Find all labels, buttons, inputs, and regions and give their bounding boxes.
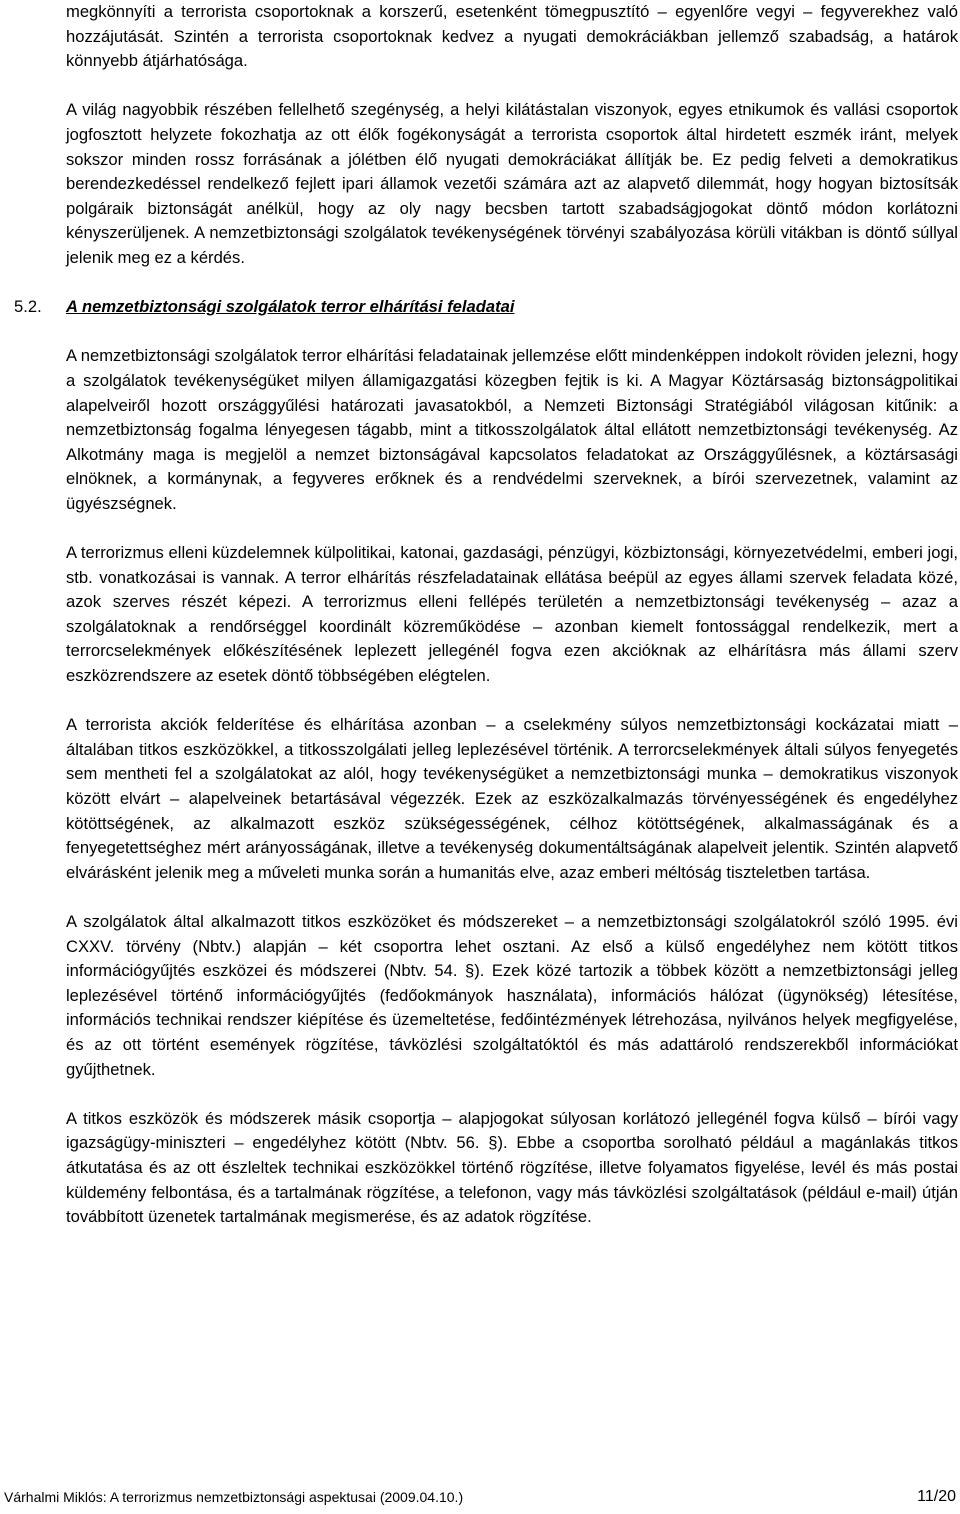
footer-citation: Várhalmi Miklós: A terrorizmus nemzetbiztonsági aspektusai (2009.04.10.) (4, 1489, 464, 1505)
paragraph-4: A terrorista akciók felderítése és elhárítása azonban – a cselekmény súlyos nemzetbiztonsági kockázatai miatt – általában titkos eszközökkel, a titkosszolgálati jelleg leplezésével történik. A terrorcselekmények általi súlyos fenyegetés sem mentheti fel a szolgálatokat az alól, hogy tevékenységüket a nemzetbiztonsági munka – demokratikus viszonyok között elvárt – alapelveinek betartásával végezzék. Ezek az eszközalkalmazás törvényességének és engedélyhez kötöttségének, az alkalmazott eszköz szükségességének, célhoz kötöttségének, alkalmasságának és a fenyegetettséghez mért arányosságának, illetve a tevékenység dokumentáltságának alapelveit jelentik. Szintén alapvető elvárásként jelenik meg a műveleti munka során a humanitás elve, azaz emberi méltóság tiszteletben tartása. (66, 715, 958, 882)
paragraph-gap (66, 1082, 958, 1107)
paragraph-gap (66, 74, 958, 99)
document-page (14, 0, 958, 1230)
paragraph-1: A világ nagyobbik részében fellelhető szegénység, a helyi kilátástalan viszonyok, egyes etnikumok és vallási csoportok jogfosztott helyzete fokozhatja az ott élők fogékonyságát a terrorista csoportok által hirdetett eszmék iránt, melyek sokszor minden rossz forrásának a jólétben élő nyugati demokráciákat állítják be. Ez pedig felveti a demokratikus berendezkedéssel rendelkező fejlett ipari államok vezetői számára azt az alapvető dilemmát, hogy hogyan biztosítsák polgáraik biztonságát anélkül, hogy az oly nagy becsben tartott szabadságjogokat döntő módon korlátozni kényszerüljenek. A nemzetbiztonsági szolgálatok tevékenységének törvényi szabályozása körüli vitákban is döntő súllyal jelenik meg ez a kérdés. (66, 100, 958, 267)
section-heading (14, 295, 958, 320)
paragraph-gap (66, 271, 958, 296)
page-number: 11/20 (917, 1488, 956, 1505)
paragraph-gap (66, 516, 958, 541)
paragraph-5: A szolgálatok által alkalmazott titkos eszközöket és módszereket – a nemzetbiztonsági szolgálatokról szóló 1995. évi CXXV. törvény (Nbtv.) alapján – két csoportra lehet osztani. Az első a külső engedélyhez nem kötött titkos információgyűjtés eszközei és módszerei (Nbtv. 54. §). Ezek közé tartozik a többek között a nemzetbiztonsági jelleg leplezésével történő információgyűjtés (fedőokmányok használata), információs hálózat (ügynökség) létesítése, információs technikai rendszer kiépítése és üzemeltetése, fedőintézmények létrehozása, nyilvános helyek megfigyelése, és az ott történt események rögzítése, távközlési szolgáltatóktól és más adattároló rendszerekből információkat gyűjthetnek. (66, 911, 958, 1079)
section-number: 5.2. (14, 297, 42, 317)
paragraph-0: megkönnyíti a terrorista csoportoknak a korszerű, esetenként tömegpusztító – egyenlőre vegyi – fegyverekhez való hozzájutását. Szintén a terrorista csoportoknak kedvez a nyugati demokráciákban jellemző szabadság, a határok könnyebb átjárhatósága. (66, 2, 958, 71)
paragraph-2: A nemzetbiztonsági szolgálatok terror elhárítási feladatainak jellemzése előtt mindenképpen indokolt röviden jelezni, hogy a szolgálatok tevékenységüket milyen államigazgatási közegben fejtik is ki. A Magyar Köztársaság biztonságpolitikai alapelveiről hozott országgyűlési határozati javasatokból, a Nemzeti Biztonsági Stratégiából világosan kitűnik: a nemzetbiztonság fogalma lényegesen tágabb, mint a titkosszolgálatok által ellátott nemzetbiztonsági tevékenység. Az Alkotmány maga is megjelöl a nemzet biztonságával kapcsolatos feladatokat az Országgyűlésnek, a köztársasági elnöknek, a kormánynak, a fegyveres erőknek és a rendvédelmi szerveknek, a bírói szervezetnek, valamint az ügyészségnek. (66, 346, 958, 513)
paragraph-gap (66, 885, 958, 910)
section-title: A nemzetbiztonsági szolgálatok terror elhárítási feladatai (66, 297, 515, 317)
paragraph-gap (66, 689, 958, 714)
paragraph-gap (66, 320, 958, 345)
paragraph-3: A terrorizmus elleni küzdelemnek külpolitikai, katonai, gazdasági, pénzügyi, közbiztonsági, környezetvédelmi, emberi jogi, stb. vonatkozásai is vannak. A terror elhárítás részfeladatainak ellátása beépül az egyes állami szervek feladata közé, azok szerves részét képezi. A terrorizmus elleni fellépés területén a nemzetbiztonsági tevékenység – azaz a szolgálatoknak a rendőrséggel koordinált közreműködése – azonban kiemelt fontossággal rendelkezik, mert a terrorcselekmények előkészítésének leplezett jellegénél fogva ezen akcióknak az elhárításra más állami szerv eszközrendszere az esetek döntő többségében elégtelen. (66, 543, 958, 686)
paragraph-6: A titkos eszközök és módszerek másik csoportja – alapjogokat súlyosan korlátozó jellegénél fogva külső – bírói vagy igazságügy-miniszteri – engedélyhez kötött (Nbtv. 56. §). Ebbe a csoportba sorolható például a magánlakás titkos átkutatása és az ott észleltek technikai eszközökkel történő rögzítése, illetve folyamatos figyelése, levél és más postai küldemény felbontása, és a tartalmának rögzítése, a telefonon, vagy más távközlési szolgáltatások (például e-mail) útján továbbított üzenetek tartalmának megismerése, és az adatok rögzítése. (66, 1108, 958, 1227)
